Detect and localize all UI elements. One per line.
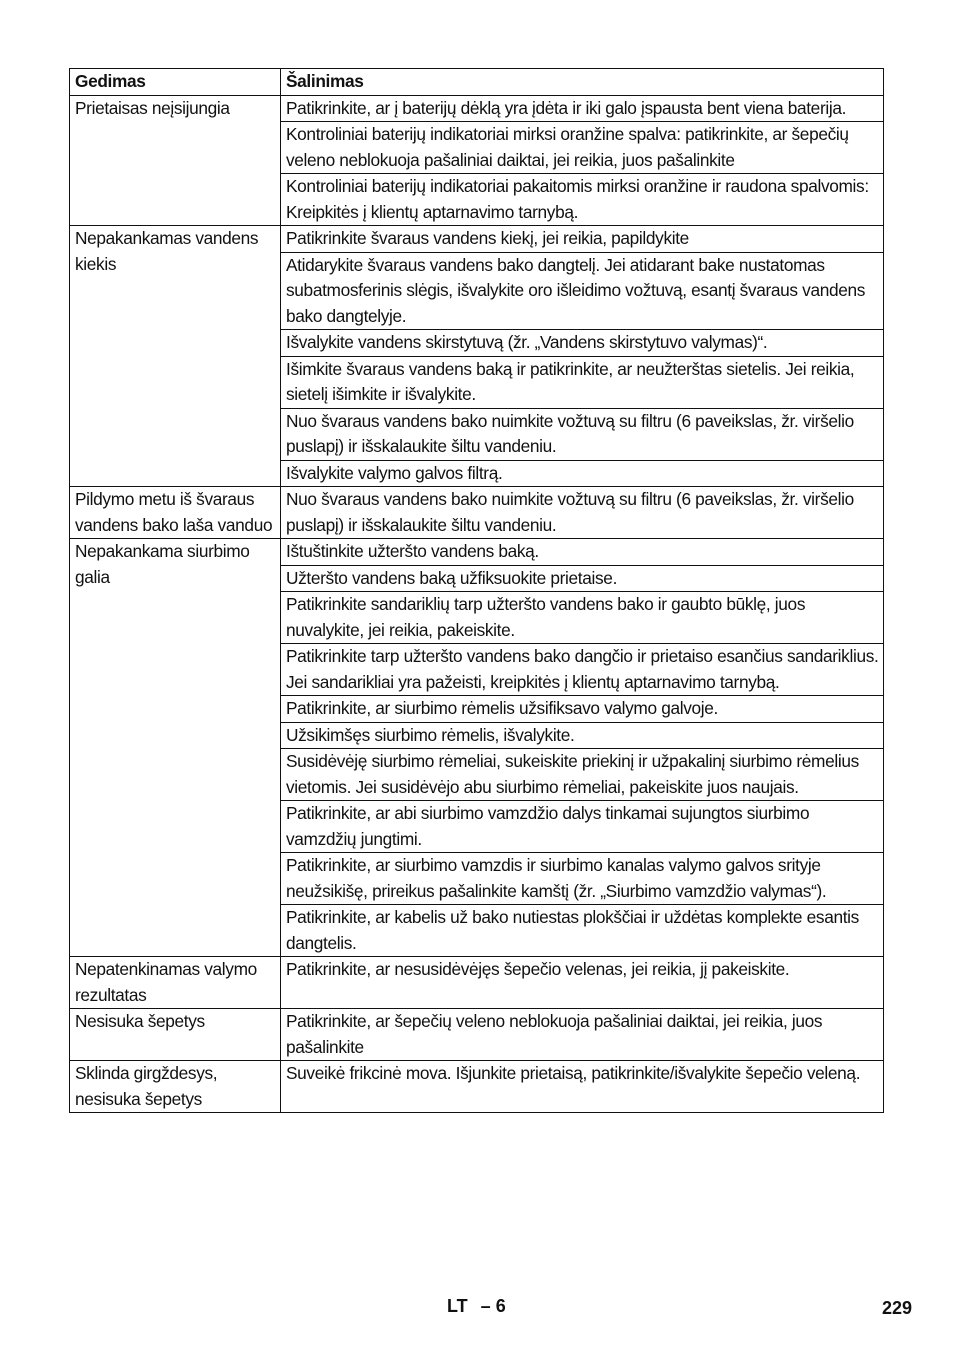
- remedy-cell: Nuo švaraus vandens bako nuimkite vožtuvą su filtru (6 paveikslas, žr. viršelio puslapį) ir išskalaukite šiltu vandeniu.: [281, 408, 884, 460]
- footer-section-page: 6: [495, 1296, 506, 1316]
- header-fault: Gedimas: [70, 69, 281, 96]
- remedy-cell: Patikrinkite, ar abi siurbimo vamzdžio dalys tinkamai sujungtos siurbimo vamzdžių jungtimi.: [281, 801, 884, 853]
- table-body: [70, 95, 884, 1113]
- table-row: [70, 1061, 884, 1113]
- remedy-cell: Išvalykite valymo galvos filtrą.: [281, 460, 884, 487]
- table-header-row: [70, 69, 884, 96]
- fault-cell: Nepakankama siurbimo galia: [70, 539, 281, 957]
- footer-language: LT: [447, 1296, 468, 1316]
- remedy-cell: Suveikė frikcinė mova. Išjunkite prietaisą, patikrinkite/išvalykite šepečio veleną.: [281, 1061, 884, 1113]
- remedy-cell: Susidėvėję siurbimo rėmeliai, sukeiskite priekinį ir užpakalinį siurbimo rėmelius vietomis. Jei susidėvėjo abu siurbimo rėmeliai, pakeiskite juos naujais.: [281, 749, 884, 801]
- remedy-cell: Užsikimšęs siurbimo rėmelis, išvalykite.: [281, 722, 884, 749]
- table-row: [70, 95, 884, 122]
- fault-cell: Nepatenkinamas valymo rezultatas: [70, 957, 281, 1009]
- remedy-cell: Patikrinkite, ar siurbimo vamzdis ir siurbimo kanalas valymo galvos srityje neužsikišę, prireikus pašalinkite kamštį (žr. „Siurbimo vamzdžio valymas“).: [281, 853, 884, 905]
- remedy-cell: Patikrinkite, ar siurbimo rėmelis užsifiksavo valymo galvoje.: [281, 696, 884, 723]
- remedy-cell: Patikrinkite, ar kabelis už bako nutiestas plokščiai ir uždėtas komplekte esantis dangtelis.: [281, 905, 884, 957]
- remedy-cell: Patikrinkite švaraus vandens kiekį, jei reikia, papildykite: [281, 226, 884, 253]
- fault-cell: Pildymo metu iš švaraus vandens bako laša vanduo: [70, 487, 281, 539]
- header-remedy: Šalinimas: [281, 69, 884, 96]
- remedy-cell: Patikrinkite, ar į baterijų dėklą yra įdėta ir iki galo įspausta bent viena baterija.: [281, 95, 884, 122]
- remedy-cell: Išimkite švaraus vandens baką ir patikrinkite, ar neužterštas sietelis. Jei reikia, sietelį išimkite ir išvalykite.: [281, 356, 884, 408]
- table-row: [70, 226, 884, 253]
- remedy-cell: Kontroliniai baterijų indikatoriai mirksi oranžine spalva: patikrinkite, ar šepečių veleno neblokuoja pašaliniai daiktai, jei reikia, juos pašalinkite: [281, 122, 884, 174]
- fault-cell: Nepakankamas vandens kiekis: [70, 226, 281, 487]
- remedy-cell: Išvalykite vandens skirstytuvą (žr. „Vandens skirstytuvo valymas)“.: [281, 330, 884, 357]
- fault-cell: Prietaisas neįsijungia: [70, 95, 281, 226]
- remedy-cell: Kontroliniai baterijų indikatoriai pakaitomis mirksi oranžine ir raudona spalvomis: Kreipkitės į klientų aptarnavimo tarnybą.: [281, 174, 884, 226]
- fault-cell: Nesisuka šepetys: [70, 1009, 281, 1061]
- table-row: [70, 539, 884, 566]
- fault-cell: Sklinda girgždesys, nesisuka šepetys: [70, 1061, 281, 1113]
- remedy-cell: Patikrinkite tarp užteršto vandens bako dangčio ir prietaiso esančius sandariklius. Jei sandarikliai yra pažeisti, kreipkitės į klientų aptarnavimo tarnybą.: [281, 644, 884, 696]
- remedy-cell: Nuo švaraus vandens bako nuimkite vožtuvą su filtru (6 paveikslas, žr. viršelio puslapį) ir išskalaukite šiltu vandeniu.: [281, 487, 884, 539]
- table-row: [70, 957, 884, 1009]
- remedy-cell: Patikrinkite, ar nesusidėvėjęs šepečio velenas, jei reikia, jį pakeiskite.: [281, 957, 884, 1009]
- remedy-cell: Atidarykite švaraus vandens bako dangtelį. Jei atidarant bake nustatomas subatmosferinis slėgis, išvalykite oro išleidimo vožtuvą, esantį švaraus vandens bako dangtelyje.: [281, 252, 884, 330]
- page-number: 229: [881, 1298, 912, 1318]
- remedy-cell: Patikrinkite, ar šepečių veleno neblokuoja pašaliniai daiktai, jei reikia, juos pašalinkite: [281, 1009, 884, 1061]
- footer-dash: –: [480, 1296, 491, 1316]
- table-row: [70, 1009, 884, 1061]
- table-row: [70, 487, 884, 539]
- remedy-cell: Užteršto vandens baką užfiksuokite prietaise.: [281, 565, 884, 592]
- remedy-cell: Ištuštinkite užteršto vandens baką.: [281, 539, 884, 566]
- footer-language-page: [447, 1296, 506, 1317]
- troubleshooting-table: [69, 68, 884, 1113]
- remedy-cell: Patikrinkite sandariklių tarp užteršto vandens bako ir gaubto būklę, juos nuvalykite, jei reikia, pakeiskite.: [281, 592, 884, 644]
